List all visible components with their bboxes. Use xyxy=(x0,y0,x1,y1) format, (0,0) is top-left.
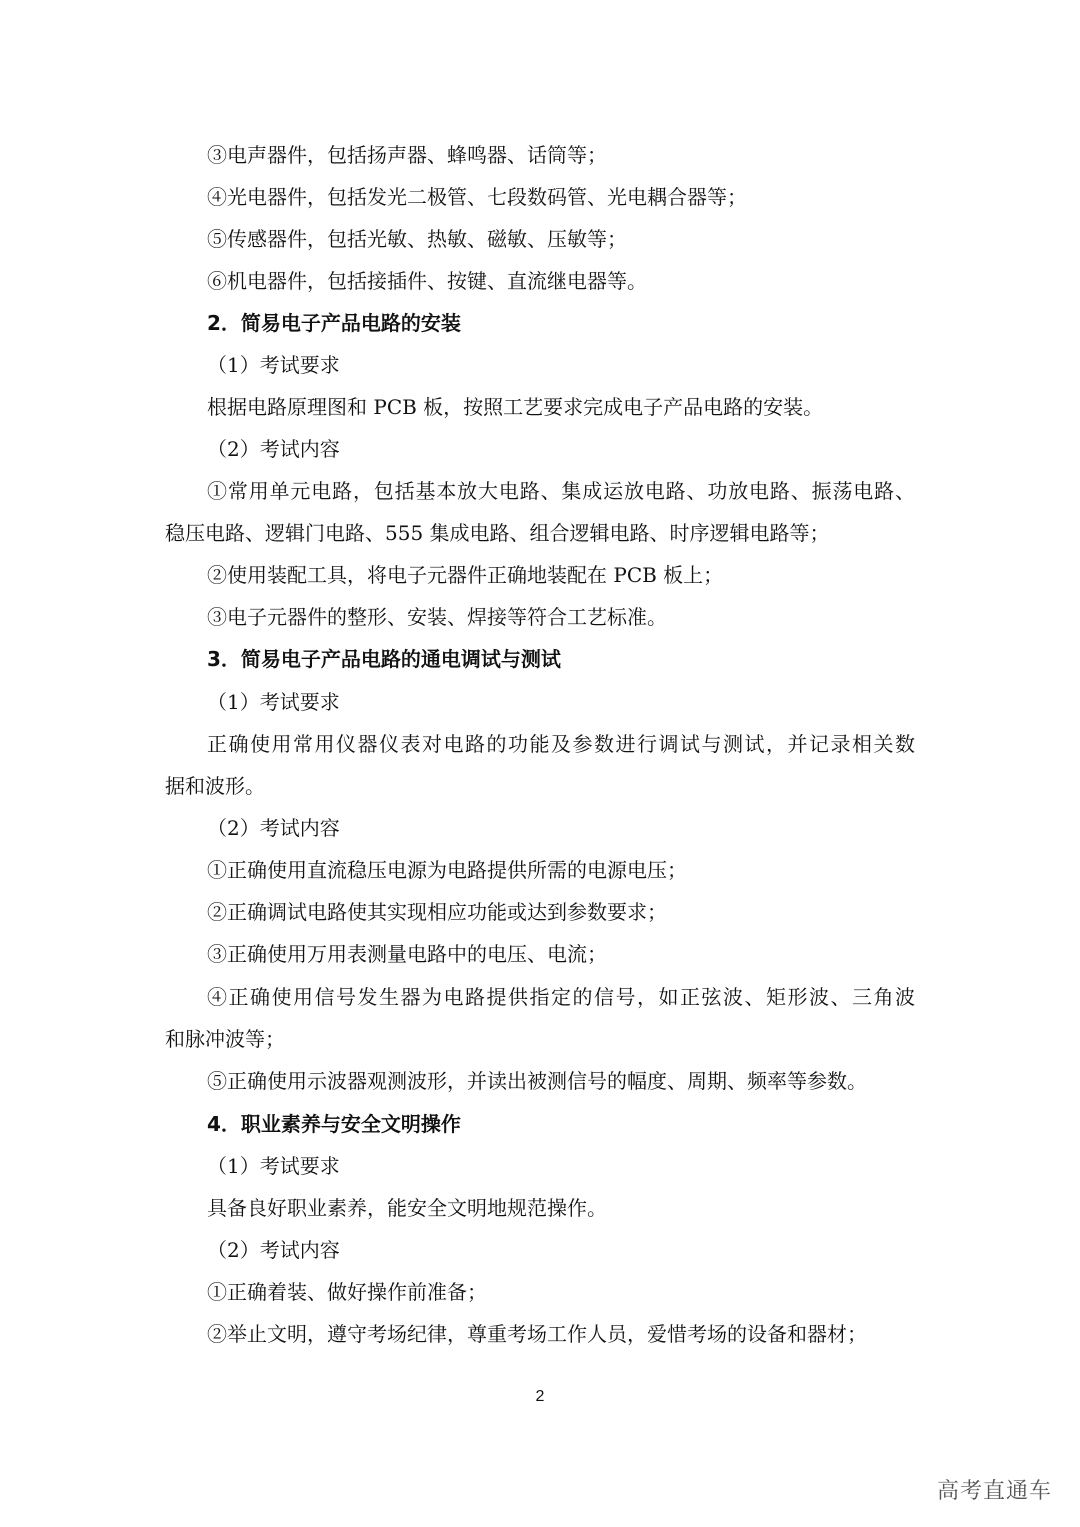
list-item: ⑤正确使用示波器观测波形，并读出被测信号的幅度、周期、频率等参数。 xyxy=(207,1069,867,1093)
list-item-continuation: 稳压电路、逻辑门电路、555 集成电路、组合逻辑电路、时序逻辑电路等； xyxy=(165,521,830,545)
subsection-label: （1）考试要求 xyxy=(207,353,340,377)
subsection-label: （1）考试要求 xyxy=(207,1154,340,1178)
section-heading: 4．职业素养与安全文明操作 xyxy=(207,1112,461,1136)
list-item: ①正确着装、做好操作前准备； xyxy=(207,1280,487,1304)
list-item: ③正确使用万用表测量电路中的电压、电流； xyxy=(207,942,607,966)
list-item: ③电子元器件的整形、安装、焊接等符合工艺标准。 xyxy=(207,605,667,629)
list-item: ⑤传感器件，包括光敏、热敏、磁敏、压敏等； xyxy=(207,227,627,251)
paragraph-continuation: 据和波形。 xyxy=(165,774,265,798)
list-item: ③电声器件，包括扬声器、蜂鸣器、话筒等； xyxy=(207,143,607,167)
list-item: ④光电器件，包括发光二极管、七段数码管、光电耦合器等； xyxy=(207,185,747,209)
paragraph: 根据电路原理图和 PCB 板，按照工艺要求完成电子产品电路的安装。 xyxy=(207,395,824,419)
list-item: ①常用单元电路，包括基本放大电路、集成运放电路、功放电路、振荡电路、 xyxy=(207,479,915,503)
page-number: 2 xyxy=(535,1388,545,1405)
list-item: ②举止文明，遵守考场纪律，尊重考场工作人员，爱惜考场的设备和器材； xyxy=(207,1322,867,1346)
section-heading: 3．简易电子产品电路的通电调试与测试 xyxy=(207,647,561,671)
watermark: 高考直通车 xyxy=(936,1479,1052,1504)
list-item: ⑥机电器件，包括接插件、按键、直流继电器等。 xyxy=(207,269,647,293)
paragraph: 具备良好职业素养，能安全文明地规范操作。 xyxy=(207,1196,607,1220)
subsection-label: （2）考试内容 xyxy=(207,816,340,840)
subsection-label: （1）考试要求 xyxy=(207,690,340,714)
subsection-label: （2）考试内容 xyxy=(207,437,340,461)
list-item: ②使用装配工具，将电子元器件正确地装配在 PCB 板上； xyxy=(207,563,724,587)
list-item: ①正确使用直流稳压电源为电路提供所需的电源电压； xyxy=(207,858,687,882)
list-item: ④正确使用信号发生器为电路提供指定的信号，如正弦波、矩形波、三角波 xyxy=(207,985,915,1009)
paragraph: 正确使用常用仪器仪表对电路的功能及参数进行调试与测试，并记录相关数 xyxy=(207,732,915,756)
list-item-continuation: 和脉冲波等； xyxy=(165,1027,285,1051)
subsection-label: （2）考试内容 xyxy=(207,1238,340,1262)
section-heading: 2．简易电子产品电路的安装 xyxy=(207,311,461,335)
list-item: ②正确调试电路使其实现相应功能或达到参数要求； xyxy=(207,900,667,924)
